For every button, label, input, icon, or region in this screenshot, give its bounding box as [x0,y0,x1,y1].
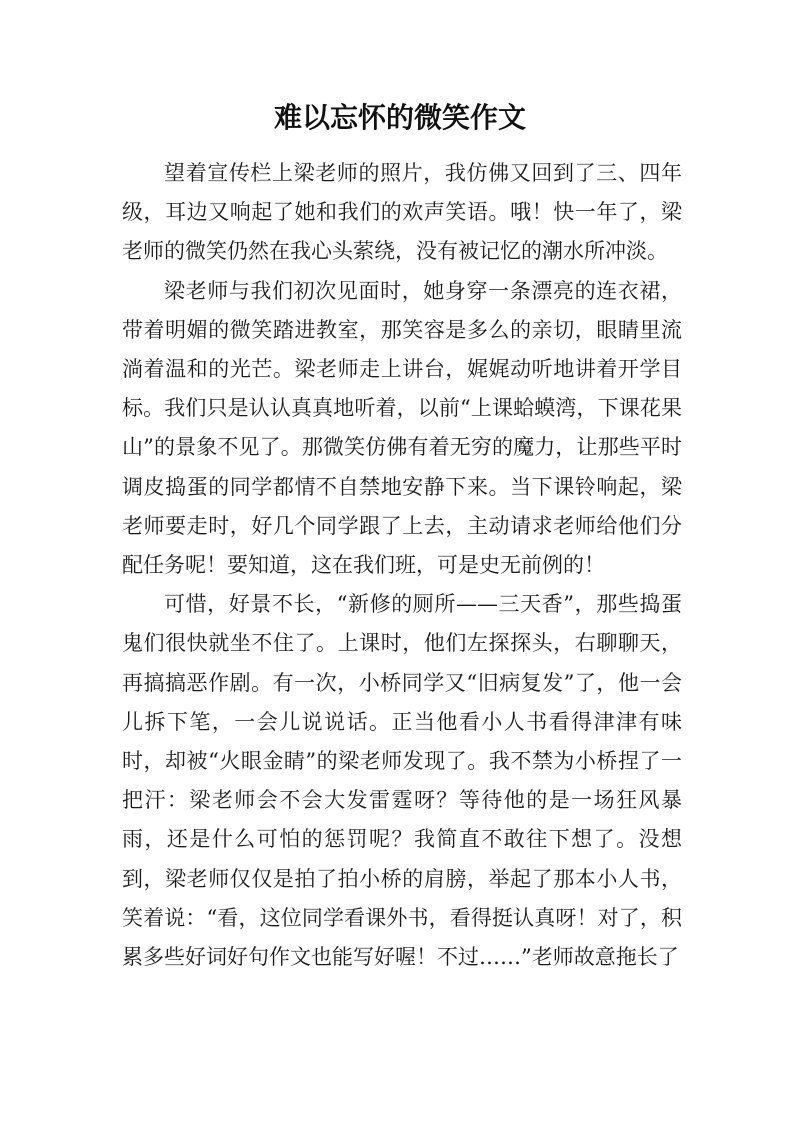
paragraph-1: 望着宣传栏上梁老师的照片，我仿佛又回到了三、四年级，耳边又响起了她和我们的欢声笑语。哦！快一年了，梁老师的微笑仍然在我心头萦绕，没有被记忆的潮水所冲淡。 [122,161,682,264]
paragraph-3: 可惜，好景不长，“新修的厕所——三天香”，那些捣蛋鬼们很快就坐不住了。上课时，他们左探探头，右聊聊天，再搞搞恶作剧。有一次，小桥同学又“旧病复发”了，他一会儿拆下笔，一会儿说说话。正当他看小人书看得津津有味时，却被“火眼金睛”的梁老师发现了。我不禁为小桥捏了一把汗：梁老师会不会大发雷霆呀？等待他的是一场狂风暴雨，还是什么可怕的惩罚呢？我简直不敢往下想了。没想到，梁老师仅仅是拍了拍小桥的肩膀，举起了那本小人书，笑着说：“看，这位同学看课外书，看得挺认真呀！对了，积累多些好词好句作文也能写好喔！不过……”老师故意拖长了 [122,592,682,970]
document-title: 难以忘怀的微笑作文 [273,101,526,134]
essay-body [122,154,682,977]
paragraph-2: 梁老师与我们初次见面时，她身穿一条漂亮的连衣裙，带着明媚的微笑踏进教室，那笑容是多么的亲切，眼睛里流淌着温和的光芒。梁老师走上讲台，娓娓动听地讲着开学目标。我们只是认认真真地听着，以前“上课蛤蟆湾，下课花果山”的景象不见了。那微笑仿佛有着无穷的魔力，让那些平时调皮捣蛋的同学都情不自禁地安静下来。当下课铃响起，梁老师要走时，好几个同学跟了上去，主动请求老师给他们分配任务呢！要知道，这在我们班，可是史无前例的！ [122,278,682,578]
